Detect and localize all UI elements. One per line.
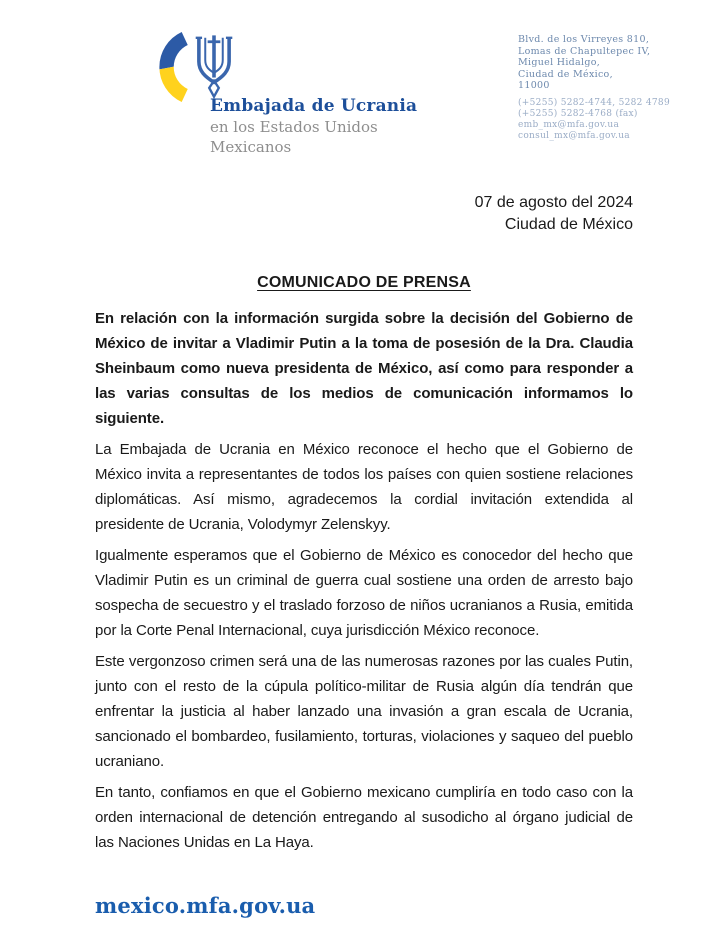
contact-block xyxy=(518,98,670,142)
embassy-wordmark xyxy=(210,96,417,156)
paragraph-recognition: La Embajada de Ucrania en México reconoce el hecho que el Gobierno de México invita a representantes de todos los países con quien sostiene relaciones diplomáticas. Así mismo, agradecemos la cordial invitación extendida al presidente de Ucrania, Volodymyr Zelenskyy. xyxy=(95,441,633,533)
document-footer xyxy=(0,893,720,918)
trident-icon xyxy=(190,33,238,103)
paragraph-intro: En relación con la información surgida sobre la decisión del Gobierno de México de invitar a Vladimir Putin a la toma de posesión de la Dra. Claudia Sheinbaum como nueva presidenta de México, así como para responder a las varias consultas de los medios de comunicación informamos lo siguiente. xyxy=(95,310,633,427)
address-line: 11000 xyxy=(518,80,550,91)
paragraph-expectation: En tanto, confiamos en que el Gobierno mexicano cumpliría en todo caso con la orden internacional de detención entregando al susodicho al órgano judicial de las Naciones Unidas en La Haya. xyxy=(95,784,633,851)
date-text: 07 de agosto del 2024 xyxy=(474,194,633,211)
logo-crescent-icon xyxy=(150,26,194,108)
website-text: mexico.mfa.gov.ua xyxy=(95,893,316,918)
phone-line: (+5255) 5282-4744, 5282 4789 xyxy=(518,97,670,108)
address-line: Blvd. de los Virreyes 810, xyxy=(518,34,650,45)
address-line: Ciudad de México, xyxy=(518,68,613,80)
dateline xyxy=(0,192,720,236)
embassy-name: Embajada de Ucrania xyxy=(210,96,418,116)
embassy-subtitle-line2: Mexicanos xyxy=(210,138,292,156)
paragraph-warrant: Igualmente esperamos que el Gobierno de México es conocedor del hecho que Vladimir Putin es un criminal de guerra cual sostiene una orden de arresto bajo sospecha de secuestro y el traslado forzoso de niños ucranianos a Rusia, emitida por la Corte Penal Internacional, cuya jurisdicción México reconoce. xyxy=(95,547,633,639)
document-body xyxy=(0,274,720,855)
address-block xyxy=(518,34,670,142)
document-title: COMUNICADO DE PRENSA xyxy=(257,274,471,291)
paragraph-justice: Este vergonzoso crimen será una de las numerosas razones por las cuales Putin, junto con el resto de la cúpula político-militar de Rusia algún día tendrán que enfrentar la justicia al haber lanzado una invasión a gran escala de Ucrania, sancionado el bombardeo, fusilamiento, torturas, violaciones y saqueo del pueblo ucraniano. xyxy=(95,653,633,770)
embassy-subtitle-line1: en los Estados Unidos xyxy=(210,118,378,136)
embassy-email: emb_mx@mfa.gov.ua xyxy=(518,119,620,130)
address-line: Miguel Hidalgo, xyxy=(518,57,601,68)
city-text: Ciudad de México xyxy=(504,216,633,233)
consular-email: consul_mx@mfa.gov.ua xyxy=(518,130,630,141)
letterhead xyxy=(0,0,720,160)
address-line: Lomas de Chapultepec IV, xyxy=(518,45,651,57)
fax-line: (+5255) 5282-4768 (fax) xyxy=(518,108,638,119)
